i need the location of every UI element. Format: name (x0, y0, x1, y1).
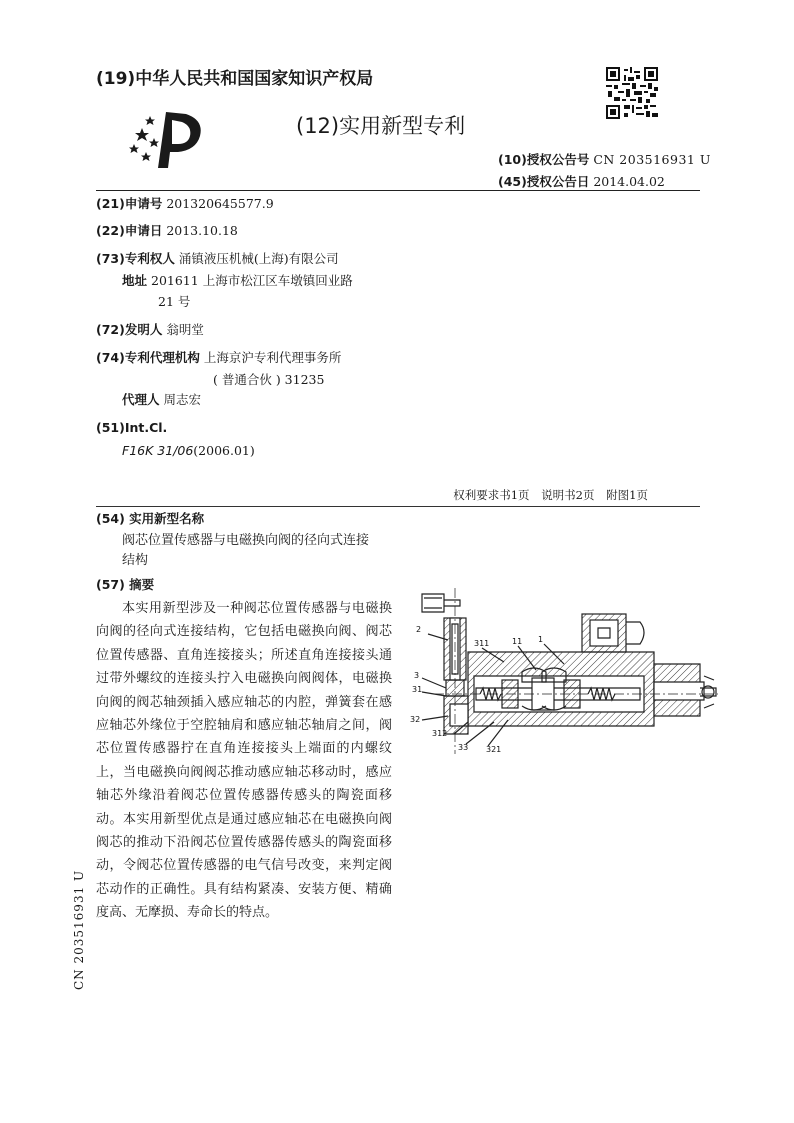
abstract-label: (57) 摘要 (96, 577, 155, 592)
figure-label-321: 321 (486, 745, 502, 754)
address-label: 地址 (122, 273, 148, 288)
title-label: (54) 实用新型名称 (96, 511, 205, 526)
patentee-row (96, 250, 339, 268)
address-line2: 21 号 (158, 294, 191, 309)
valve-cross-section-drawing (404, 584, 724, 759)
agent-row (122, 391, 201, 409)
int-cl-code: F16K 31/06 (122, 443, 194, 458)
figure-label-311: 311 (474, 639, 490, 648)
document-type: (12)实用新型专利 (296, 114, 466, 138)
application-number: 201320645577.9 (166, 196, 274, 211)
publication-date-label: (45)授权公告日 (498, 174, 590, 189)
address-line1: 201611 上海市松江区车墩镇回业路 (151, 273, 353, 288)
header-rule (96, 190, 700, 191)
agency-line1: 上海京沪专利代理事务所 (203, 350, 342, 365)
figure-label-33: 33 (458, 743, 469, 752)
section-rule (96, 506, 700, 507)
application-date-row (96, 222, 238, 240)
claims-pages: 权利要求书1页 (453, 488, 530, 502)
publication-number-row (498, 150, 711, 168)
drawings-pages: 附图1页 (606, 488, 648, 502)
figure-label-3: 3 (414, 671, 420, 680)
title-line2: 结构 (122, 553, 149, 568)
address-row (122, 272, 353, 290)
side-publication-number: CN 203516931 U (72, 869, 86, 990)
figure-label-31: 31 (412, 685, 423, 694)
application-date-label: (22)申请日 (96, 223, 163, 238)
application-number-label: (21)申请号 (96, 196, 163, 211)
utility-model-title (122, 531, 369, 571)
figure-label-312: 312 (432, 729, 448, 738)
agency-label: (74)专利代理机构 (96, 350, 200, 365)
figure-label-1: 1 (538, 635, 544, 644)
application-date: 2013.10.18 (166, 223, 238, 238)
int-cl-label: (51)Int.Cl. (96, 420, 168, 435)
patentee-label: (73)专利权人 (96, 251, 175, 266)
office-logo-icon (128, 108, 208, 170)
description-pages: 说明书2页 (541, 488, 595, 502)
inventor: 翁明堂 (166, 322, 204, 337)
abstract-text: 本实用新型涉及一种阀芯位置传感器与电磁换向阀的径向式连接结构，它包括电磁换向阀、阀芯位置传感器、直角连接接头；所述直角连接接头通过带外螺纹的连接头拧入电磁换向阀阀体，电磁换向阀的阀芯轴颈插入感应轴芯的内腔，弹簧套在感应轴芯外缘位于空腔轴肩和感应轴芯轴肩之间，阀芯位置传感器拧在直角连接接头上端面的内螺纹上，当电磁换向阀阀芯推动感应轴芯移动时，感应轴芯外缘沿着阀芯位置传感器传感头的陶瓷面移动。本实用新型优点是通过感应轴芯在电磁换向阀阀芯的推动下沿阀芯位置传感器传感头的陶瓷面移动，令阀芯位置传感器的电气信号改变，来判定阀芯动作的正确性。具有结构紧凑、安装方便、精确度高、无摩损、寿命长的特点。 (96, 601, 392, 921)
agency-line2: ( 普通合伙 ) 31235 (213, 372, 325, 387)
agent: 周志宏 (163, 392, 202, 407)
qr-code (606, 67, 658, 119)
figure-label-32: 32 (410, 715, 421, 724)
title-line1: 阀芯位置传感器与电磁换向阀的径向式连接 (122, 533, 370, 548)
int-cl-year: (2006.01) (193, 443, 255, 458)
agency-row (96, 349, 341, 367)
int-cl-row (122, 442, 255, 460)
publication-date-row (498, 172, 665, 190)
patentee: 涌镇液压机械(上海)有限公司 (178, 251, 339, 266)
inventor-row (96, 321, 204, 339)
publication-date: 2014.04.02 (593, 174, 665, 189)
application-number-row (96, 195, 274, 213)
publication-number-label: (10)授权公告号 (498, 152, 590, 167)
figure-label-11: 11 (512, 637, 523, 646)
figure-label-2: 2 (416, 625, 422, 634)
office-name: (19)中华人民共和国国家知识产权局 (96, 69, 374, 89)
publication-number: CN 203516931 U (593, 152, 711, 167)
agent-label: 代理人 (122, 392, 160, 407)
page-count-summary (453, 487, 648, 503)
inventor-label: (72)发明人 (96, 322, 163, 337)
